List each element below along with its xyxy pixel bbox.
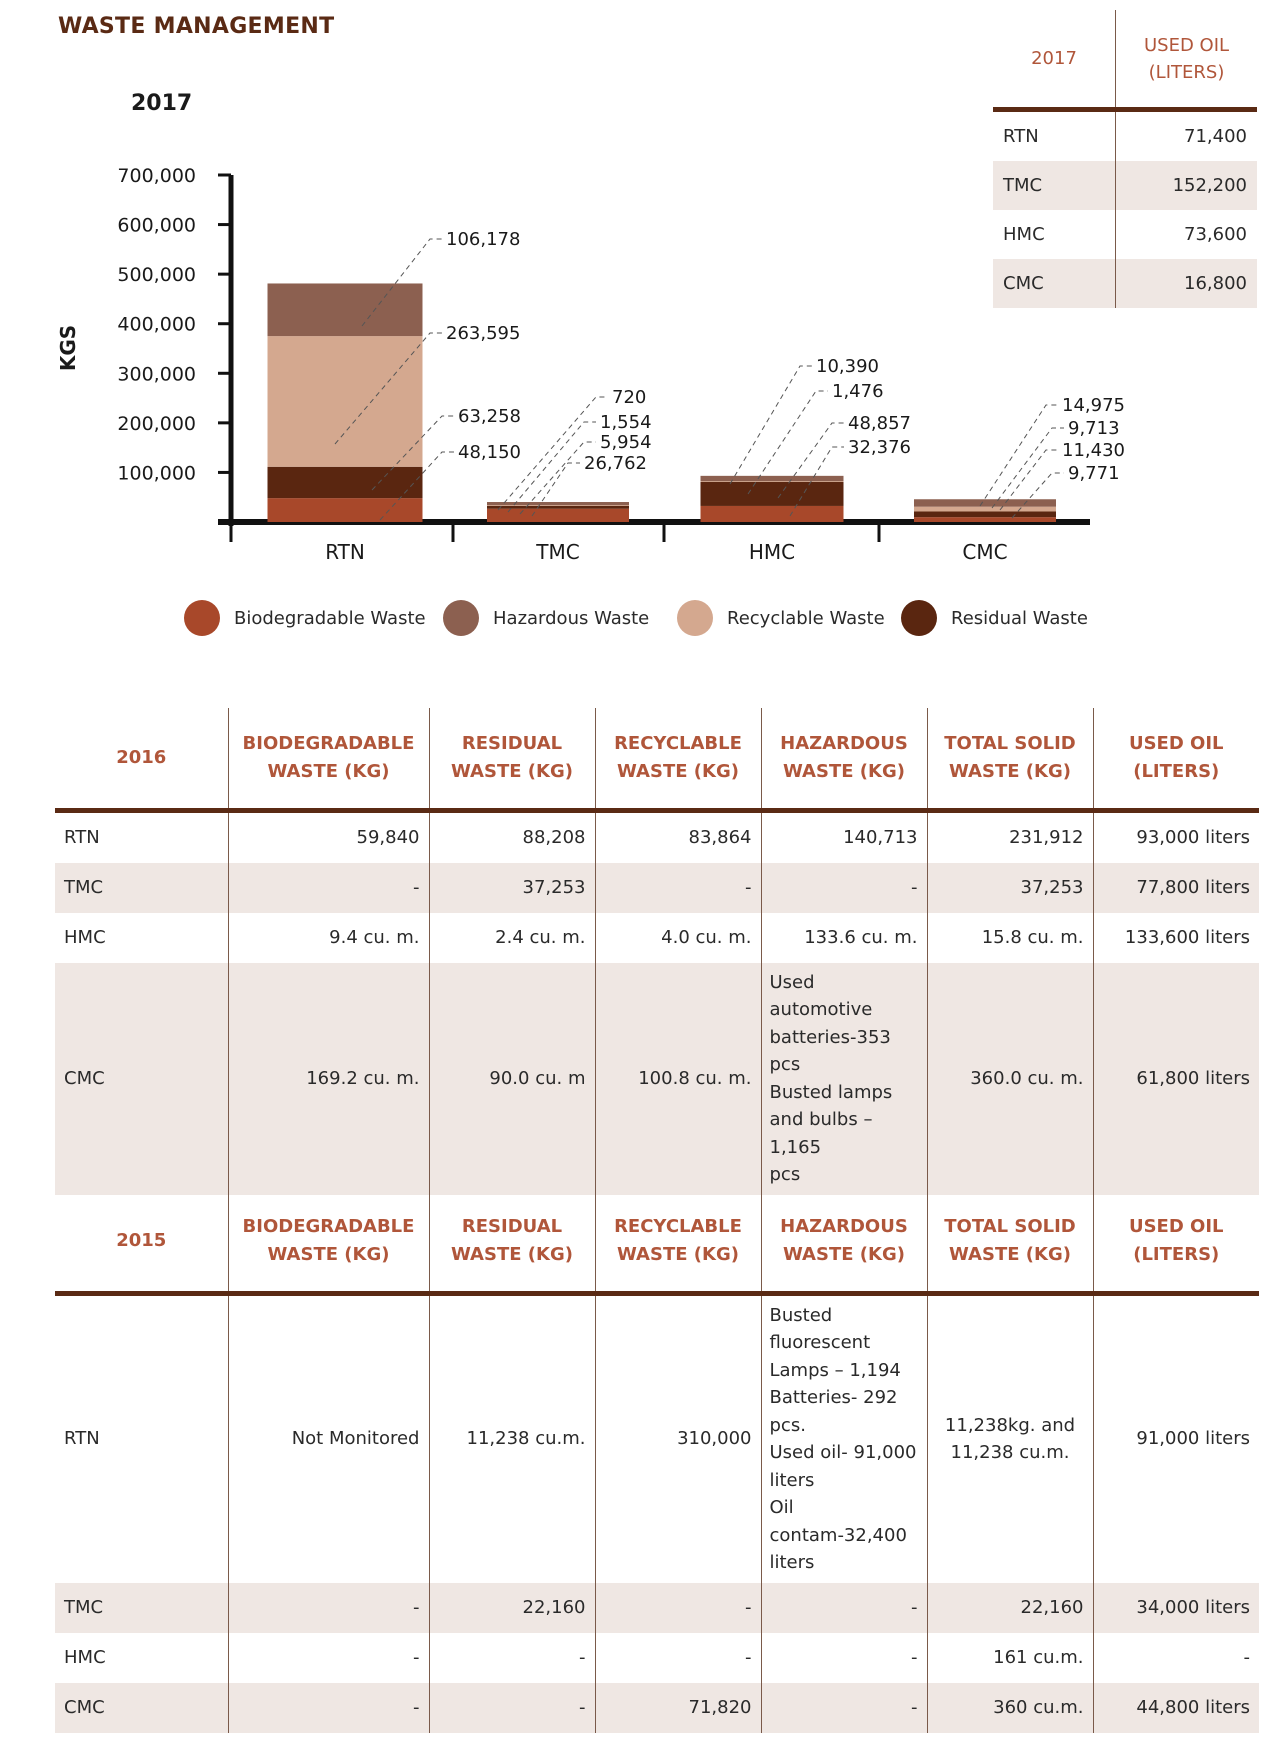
table-cell: - (228, 863, 429, 913)
table-cell: 133,600 liters (1124, 926, 1250, 948)
bar-rtn-biodegradable (268, 498, 423, 522)
legend-item-residual (901, 598, 1088, 638)
bar-rtn-hazardous (268, 283, 423, 336)
table-cell: 11,238kg. and 11,238 cu.m. (927, 1293, 1093, 1583)
table2015-col-used-oil: USED OIL (LITERS) (1093, 1191, 1259, 1293)
data-label: 106,178 (446, 229, 521, 250)
data-label: 9,771 (1068, 463, 1120, 484)
table-cell: - (429, 1683, 595, 1733)
table-cell: 22,160 (927, 1583, 1093, 1633)
table-cell: 93,000 liters (1136, 826, 1250, 848)
data-label-leader (508, 422, 596, 512)
table-cell: - (228, 1583, 429, 1633)
data-label: 1,476 (832, 381, 884, 402)
table-cell: 9.4 cu. m. (228, 913, 429, 963)
table-row (55, 863, 1259, 913)
data-label: 11,430 (1062, 440, 1125, 461)
data-label: 32,376 (848, 437, 911, 458)
table-cell: 133.6 cu. m. (761, 913, 927, 963)
page-title: WASTE MANAGEMENT (58, 14, 335, 39)
table-cell: 37,253 (927, 863, 1093, 913)
y-tick-label: 400,000 (117, 313, 196, 336)
row-name: TMC (55, 863, 228, 913)
data-label: 5,954 (600, 432, 652, 453)
table-row (55, 810, 1259, 863)
table-cell: 37,253 (429, 863, 595, 913)
data-label: 63,258 (458, 406, 521, 427)
table-cell: 59,840 (228, 810, 429, 863)
table-row (55, 963, 1259, 1195)
data-label-leader (730, 366, 812, 484)
table-cell: - (761, 1683, 927, 1733)
table-cell: Used automotive batteries-353 pcs Busted lamps and bulbs – 1,165 pcs (761, 963, 927, 1195)
waste-2016-table (55, 708, 1259, 1195)
table2016-col-total-solid: TOTAL SOLID WASTE (KG) (927, 708, 1093, 810)
data-label: 26,762 (584, 453, 647, 474)
table-cell: 71,820 (595, 1683, 761, 1733)
legend-swatch-recyclable (677, 600, 713, 636)
table2015-col-recyclable: RECYCLABLE WASTE (KG) (595, 1191, 761, 1293)
row-name: HMC (55, 913, 228, 963)
legend-label-recyclable: Recyclable Waste (727, 607, 885, 629)
row-name: TMC (55, 1583, 228, 1633)
table-cell: Busted fluorescent Lamps – 1,194 Batteries- 292 pcs. Used oil- 91,000 liters Oil contam-32,400 liters (761, 1293, 927, 1583)
table-cell: - (761, 863, 927, 913)
legend-swatch-residual (901, 600, 937, 636)
oil2017-row-value: 16,800 (1116, 259, 1258, 308)
table-cell: 2.4 cu. m. (429, 913, 595, 963)
data-label: 48,857 (848, 413, 911, 434)
table-cell: - (595, 1583, 761, 1633)
oil2017-row-name: TMC (993, 161, 1116, 210)
bar-tmc-residual (487, 506, 629, 509)
x-tick-label-tmc: TMC (536, 540, 580, 564)
used-oil-2017-table (993, 10, 1257, 308)
table2016-year-header: 2016 (55, 708, 228, 810)
legend-swatch-biodegradable (184, 600, 220, 636)
table-cell: 15.8 cu. m. (927, 913, 1093, 963)
data-label: 1,554 (600, 412, 652, 433)
table2016-col-hazardous: HAZARDOUS WASTE (KG) (761, 708, 927, 810)
data-label-leader (992, 428, 1064, 508)
data-label: 10,390 (816, 356, 879, 377)
y-tick-label: 600,000 (117, 214, 196, 237)
row-name: CMC (55, 1683, 228, 1733)
bar-cmc-recyclable (914, 507, 1056, 512)
table-cell: 61,800 liters (1093, 963, 1259, 1195)
table-cell: - (595, 1633, 761, 1683)
table-cell: 4.0 cu. m. (595, 913, 761, 963)
table-cell: 11,238 cu.m. (429, 1293, 595, 1583)
legend-swatch-hazardous (443, 600, 479, 636)
legend-label-hazardous: Hazardous Waste (493, 607, 650, 629)
table-cell: - (761, 1633, 927, 1683)
table-row (55, 1293, 1259, 1583)
legend-label-residual: Residual Waste (951, 607, 1088, 629)
table-row (55, 1683, 1259, 1733)
data-label: 14,975 (1062, 395, 1125, 416)
x-tick-label-rtn: RTN (325, 540, 365, 564)
data-label: 48,150 (458, 442, 521, 463)
table-cell: 91,000 liters (1136, 1428, 1250, 1450)
table-row (993, 110, 1257, 162)
table2015-col-biodegradable: BIODEGRADABLE WASTE (KG) (228, 1191, 429, 1293)
table-cell: - (228, 1633, 429, 1683)
table2015-col-total-solid: TOTAL SOLID WASTE (KG) (927, 1191, 1093, 1293)
table2016-col-used-oil: USED OIL (LITERS) (1093, 708, 1259, 810)
oil2017-used-oil-header: USED OIL (LITERS) (1116, 10, 1258, 110)
row-name: RTN (55, 1293, 228, 1583)
legend-item-biodegradable (184, 598, 426, 638)
oil2017-row-name: CMC (993, 259, 1116, 308)
table-cell: - (595, 863, 761, 913)
table-cell: 161 cu.m. (927, 1633, 1093, 1683)
table2016-col-residual: RESIDUAL WASTE (KG) (429, 708, 595, 810)
oil2017-row-name: HMC (993, 210, 1116, 259)
table2015-year-header: 2015 (55, 1191, 228, 1293)
bar-hmc-residual (701, 482, 844, 506)
oil2017-year-header: 2017 (993, 10, 1116, 110)
bar-hmc-hazardous (701, 476, 844, 481)
data-label: 263,595 (446, 323, 521, 344)
table-cell: 360.0 cu. m. (927, 963, 1093, 1195)
table-row (993, 259, 1257, 308)
bar-tmc-biodegradable (487, 509, 629, 522)
table-cell: Not Monitored (228, 1293, 429, 1583)
chart-year-label: 2017 (131, 91, 193, 116)
table2016-col-biodegradable: BIODEGRADABLE WASTE (KG) (228, 708, 429, 810)
y-axis-label: KGS (56, 324, 80, 372)
table-row (55, 1633, 1259, 1683)
table-cell: 310,000 (595, 1293, 761, 1583)
table-cell: 44,800 liters (1093, 1683, 1259, 1733)
table2015-col-residual: RESIDUAL WASTE (KG) (429, 1191, 595, 1293)
oil2017-row-value: 71,400 (1184, 126, 1247, 147)
table-cell: 77,800 liters (1093, 863, 1259, 913)
y-tick-label: 300,000 (117, 363, 196, 386)
row-name: RTN (55, 810, 228, 863)
y-tick-label: 200,000 (117, 412, 196, 435)
table-cell: 360 cu.m. (927, 1683, 1093, 1733)
legend-item-hazardous (443, 598, 649, 638)
bar-tmc-hazardous (487, 502, 629, 505)
bar-cmc-residual (914, 511, 1056, 517)
x-tick-label-hmc: HMC (748, 540, 796, 564)
bar-rtn-recyclable (268, 336, 423, 467)
oil2017-row-value: 152,200 (1116, 161, 1258, 210)
table-cell: 88,208 (429, 810, 595, 863)
table-cell: 169.2 cu. m. (228, 963, 429, 1195)
table-cell: - (1243, 1646, 1250, 1668)
bar-hmc-biodegradable (701, 506, 844, 522)
table-row (993, 161, 1257, 210)
oil2017-row-value: 73,600 (1184, 224, 1247, 245)
data-label: 9,713 (1068, 418, 1120, 439)
table-cell: 100.8 cu. m. (595, 963, 761, 1195)
table-cell: 140,713 (761, 810, 927, 863)
data-label: 720 (612, 387, 647, 408)
bar-rtn-residual (268, 467, 423, 498)
y-tick-label: 100,000 (117, 462, 196, 485)
data-label-leader (980, 405, 1058, 506)
legend-label-biodegradable: Biodegradable Waste (234, 607, 426, 629)
oil2017-row-name: RTN (993, 110, 1116, 162)
waste-2015-table (55, 1191, 1259, 1733)
x-tick-label-cmc: CMC (962, 540, 1008, 564)
table-row (55, 913, 1259, 963)
y-tick-label: 500,000 (117, 264, 196, 287)
row-name: CMC (55, 963, 228, 1195)
y-tick-label: 700,000 (117, 165, 196, 187)
table-cell: 22,160 (429, 1583, 595, 1633)
table-row (993, 210, 1257, 259)
table-cell: 34,000 liters (1093, 1583, 1259, 1633)
table2016-col-recyclable: RECYCLABLE WASTE (KG) (595, 708, 761, 810)
bar-cmc-biodegradable (914, 517, 1056, 522)
legend-item-recyclable (677, 598, 885, 638)
table-row (55, 1583, 1259, 1633)
row-name: HMC (55, 1633, 228, 1683)
table2015-col-hazardous: HAZARDOUS WASTE (KG) (761, 1191, 927, 1293)
bar-cmc-hazardous (914, 499, 1056, 506)
table-cell: 90.0 cu. m (429, 963, 595, 1195)
table-cell: - (429, 1633, 595, 1683)
table-cell: - (761, 1583, 927, 1633)
table-cell: 231,912 (927, 810, 1093, 863)
table-cell: - (228, 1683, 429, 1733)
table-cell: 83,864 (595, 810, 761, 863)
